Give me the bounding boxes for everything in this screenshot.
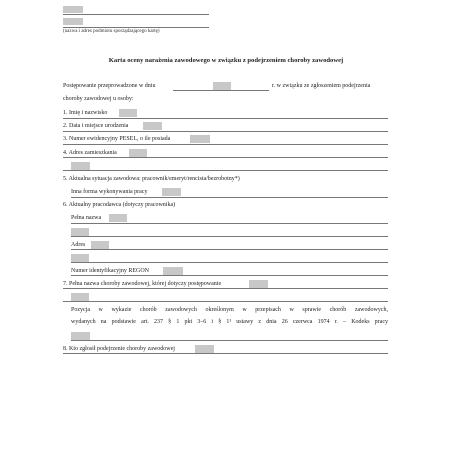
item7-position-line1: Pozycja w wykazie chorób zawodowych określonym w przepisach w sprawie chorób zawodowych, (71, 307, 388, 313)
item3-line[interactable] (63, 144, 388, 145)
item1-label: 1. Imię i nazwisko (63, 110, 108, 116)
issuer-caption: (nazwa i adres podmiotu sporządzającego kartę) (63, 29, 160, 34)
item2-redacted (143, 122, 162, 130)
item7-line-1[interactable] (63, 288, 388, 289)
item1-redacted (119, 109, 137, 117)
item6-address-label: Adres (71, 242, 86, 248)
intro-line2: choroby zawodowej u osoby: (63, 96, 134, 102)
item7-line-3[interactable] (71, 340, 388, 341)
item6-address-redacted-2 (71, 254, 89, 262)
issuer-redacted-2 (63, 18, 83, 25)
item6-regon-line[interactable] (71, 275, 388, 276)
item5-line[interactable] (71, 197, 388, 198)
intro-prefix: Postępowanie przeprowadzone w dniu (63, 83, 156, 89)
item7-position-line2: wydanych na podstawie art. 237 § 1 pkt 3–6 i § 1¹ ustawy z dnia 26 czerwca 1974 r. – Kodeks pracy (71, 319, 388, 325)
item6-label: 6. Aktualny pracodawca (dotyczy pracownika) (63, 202, 176, 208)
item7-redacted-1 (249, 280, 268, 288)
item4-line-1[interactable] (63, 157, 388, 158)
intro-date-redacted (213, 82, 231, 90)
issuer-redacted-1 (63, 6, 83, 13)
form-title: Karta oceny narażenia zawodowego w związku z podejrzeniem choroby zawodowej (108, 57, 344, 64)
intro-date-line (173, 90, 269, 91)
item5-label: 5. Aktualna sytuacja zawodowa: pracownik/emeryt/rencista/bezrobotny*) (63, 176, 240, 182)
item1-line[interactable] (63, 118, 388, 119)
item6-regon-label: Numer identyfikacyjny REGON (71, 268, 149, 274)
item8-line[interactable] (63, 353, 388, 354)
item6-name-redacted (109, 214, 127, 222)
item3-label: 3. Numer ewidencyjny PESEL, o ile posiada (63, 136, 171, 142)
item4-redacted-1 (129, 149, 147, 157)
item5-redacted (162, 188, 181, 196)
intro-suffix: r. w związku ze zgłoszeniem podejrzenia (272, 83, 371, 89)
item6-regon-redacted (163, 267, 183, 275)
issuer-line-1 (63, 14, 209, 15)
item7-line-2[interactable] (63, 301, 388, 302)
item7-redacted-2 (71, 293, 89, 301)
item5-other-label: Inna forma wykonywania pracy (71, 189, 148, 195)
item8-redacted (195, 345, 214, 353)
item6-address-line-2[interactable] (71, 262, 388, 263)
item6-address-redacted (91, 241, 109, 249)
item4-line-2[interactable] (63, 170, 388, 171)
item4-label: 4. Adres zamieszkania (63, 150, 117, 156)
issuer-line-2 (63, 27, 209, 28)
item2-line[interactable] (63, 131, 388, 132)
item6-name-redacted-2 (71, 228, 89, 236)
item6-address-line[interactable] (71, 249, 388, 250)
item7-label: 7. Pełna nazwa choroby zawodowej, której dotyczy postępowanie (63, 281, 222, 287)
item4-redacted-2 (71, 162, 90, 170)
item6-name-line[interactable] (71, 223, 388, 224)
item3-redacted (190, 135, 210, 143)
item8-label: 8. Kto zgłosił podejrzenie choroby zawodowej (63, 346, 175, 352)
item7-redacted-3 (71, 332, 90, 340)
item2-label: 2. Data i miejsce urodzenia (63, 123, 129, 129)
item6-name-line-2[interactable] (71, 236, 388, 237)
item6-name-label: Pełna nazwa (71, 215, 102, 221)
